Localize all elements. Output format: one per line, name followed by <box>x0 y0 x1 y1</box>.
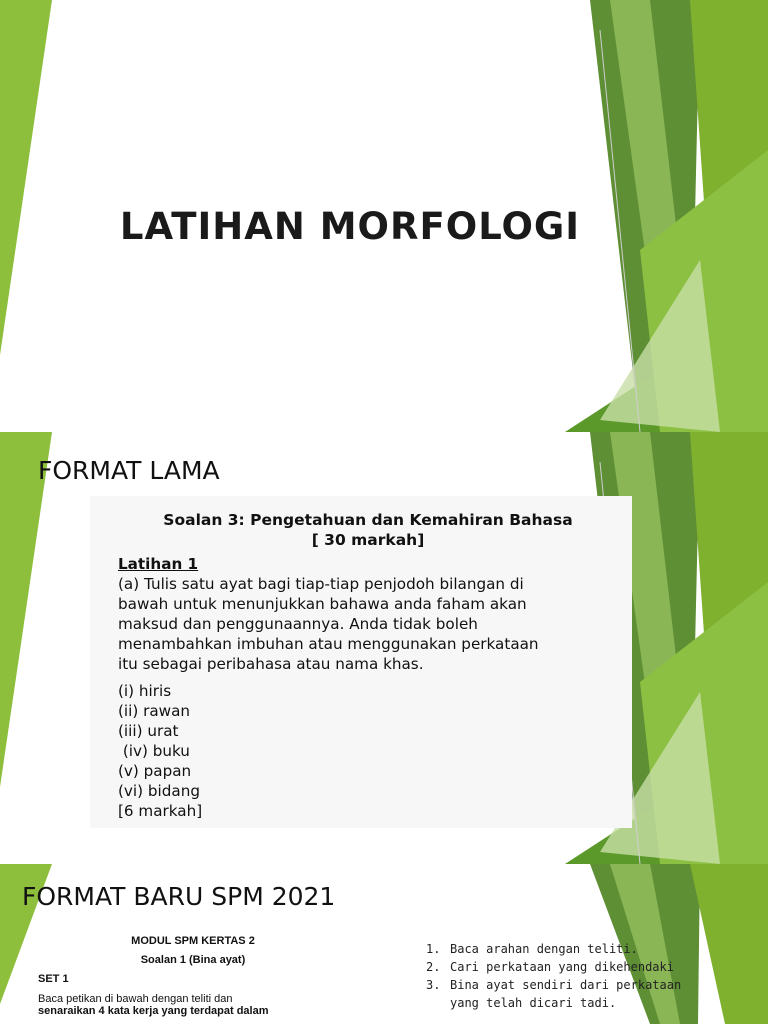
question-item: (v) papan <box>118 762 192 780</box>
slide-heading: FORMAT LAMA <box>38 456 220 485</box>
modul-line: Baca petikan di bawah dengan teliti dan <box>38 993 233 1005</box>
list-item: 2. Cari perkataan yang dikehendaki <box>426 960 674 974</box>
list-item: 1. Baca arahan dengan teliti. <box>426 942 638 956</box>
slide-heading: FORMAT BARU SPM 2021 <box>22 882 336 911</box>
question-item: (vi) bidang <box>118 782 200 800</box>
question-item: (iv) buku <box>118 742 190 760</box>
modul-line: senaraikan 4 kata kerja yang terdapat dalam <box>38 1005 269 1017</box>
exam-question-text <box>118 510 618 821</box>
latihan-label: Latihan 1 <box>118 555 199 573</box>
question-marks: [ 30 markah] <box>311 531 425 549</box>
question-item: (i) hiris <box>118 682 172 700</box>
question-items <box>118 681 618 821</box>
modul-subtitle: Soalan 1 (Bina ayat) <box>140 954 246 966</box>
steps-list <box>426 940 696 1012</box>
instruction-line: bawah untuk menunjukkan bahawa anda faham akan <box>118 595 527 613</box>
slide-1 <box>0 0 768 432</box>
modul-image <box>38 935 348 1017</box>
question-heading: Soalan 3: Pengetahuan dan Kemahiran Bahasa <box>163 511 573 529</box>
slide-title: LATIHAN MORFOLOGI <box>119 205 581 248</box>
question-item: (iii) urat <box>118 722 179 740</box>
list-item: 3. Bina ayat sendiri dari perkataan yang telah dicari tadi. <box>426 978 682 1010</box>
modul-title: MODUL SPM KERTAS 2 <box>131 935 255 947</box>
question-marks-total: [6 markah] <box>118 802 203 820</box>
exam-question-image <box>90 496 632 828</box>
modul-set: SET 1 <box>38 973 69 985</box>
instruction-line: (a) Tulis satu ayat bagi tiap-tiap penjodoh bilangan di <box>118 575 524 593</box>
question-item: (ii) rawan <box>118 702 191 720</box>
instruction-line: menambahkan imbuhan atau menggunakan perkataan <box>118 635 539 653</box>
instruction-line: itu sebagai peribahasa atau nama khas. <box>118 655 424 673</box>
instruction-line: maksud dan penggunaannya. Anda tidak boleh <box>118 615 478 633</box>
